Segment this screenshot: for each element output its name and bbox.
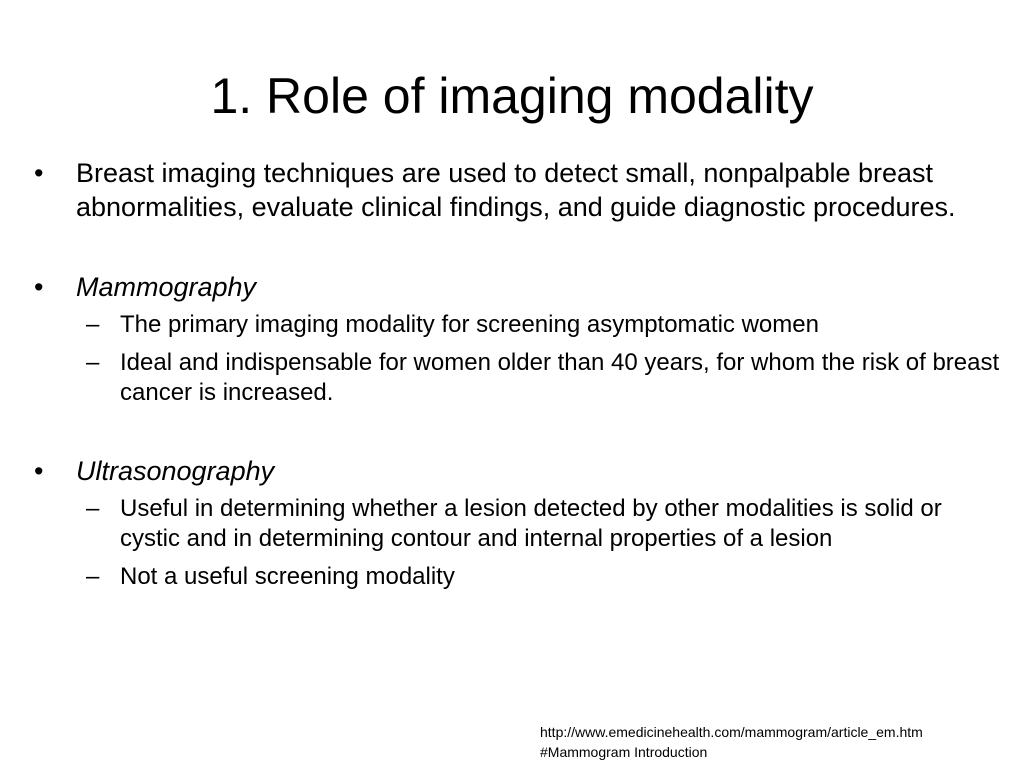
bullet-intro-text: Breast imaging techniques are used to detect small, nonpalpable breast abnormalities, evaluate clinical findings, and guide diagnostic procedures. <box>76 158 956 222</box>
slide-body <box>30 156 1000 600</box>
bullet-ultrasonography <box>30 454 1000 488</box>
sub-bullet-text: Useful in determining whether a lesion detected by other modalities is solid or cystic and in determining contour and internal properties of a lesion <box>120 495 942 552</box>
sub-bullet <box>30 310 1000 340</box>
sub-bullet <box>30 562 1000 592</box>
mammography-sublist <box>30 310 1000 408</box>
ultrasonography-group <box>30 454 1000 592</box>
dash-icon: – <box>86 311 100 338</box>
source-anchor: #Mammogram Introduction <box>540 744 708 760</box>
sub-bullet-text: Ideal and indispensable for women older than 40 years, for whom the risk of breast cancer is increased. <box>120 349 1000 406</box>
bullet-intro <box>30 156 1000 224</box>
bullet-ultrasonography-text: Ultrasonography <box>76 456 275 486</box>
dash-icon: – <box>86 349 100 376</box>
ultrasonography-sublist <box>30 494 1000 592</box>
source-url: http://www.emedicinehealth.com/mammogram/article_em.htm <box>540 724 923 740</box>
bullet-dot-icon: • <box>34 272 44 302</box>
dash-icon: – <box>86 563 100 590</box>
bullet-dot-icon: • <box>34 456 44 486</box>
source-citation <box>540 722 1010 762</box>
bullet-mammography <box>30 270 1000 304</box>
slide-title: 1. Role of imaging modality <box>210 68 814 124</box>
sub-bullet <box>30 348 1000 408</box>
sub-bullet-text: Not a useful screening modality <box>120 563 455 590</box>
mammography-group <box>30 270 1000 408</box>
dash-icon: – <box>86 495 100 522</box>
bullet-dot-icon: • <box>34 158 44 188</box>
sub-bullet-text: The primary imaging modality for screening asymptomatic women <box>120 311 819 338</box>
sub-bullet <box>30 494 1000 554</box>
bullet-mammography-text: Mammography <box>76 272 257 302</box>
